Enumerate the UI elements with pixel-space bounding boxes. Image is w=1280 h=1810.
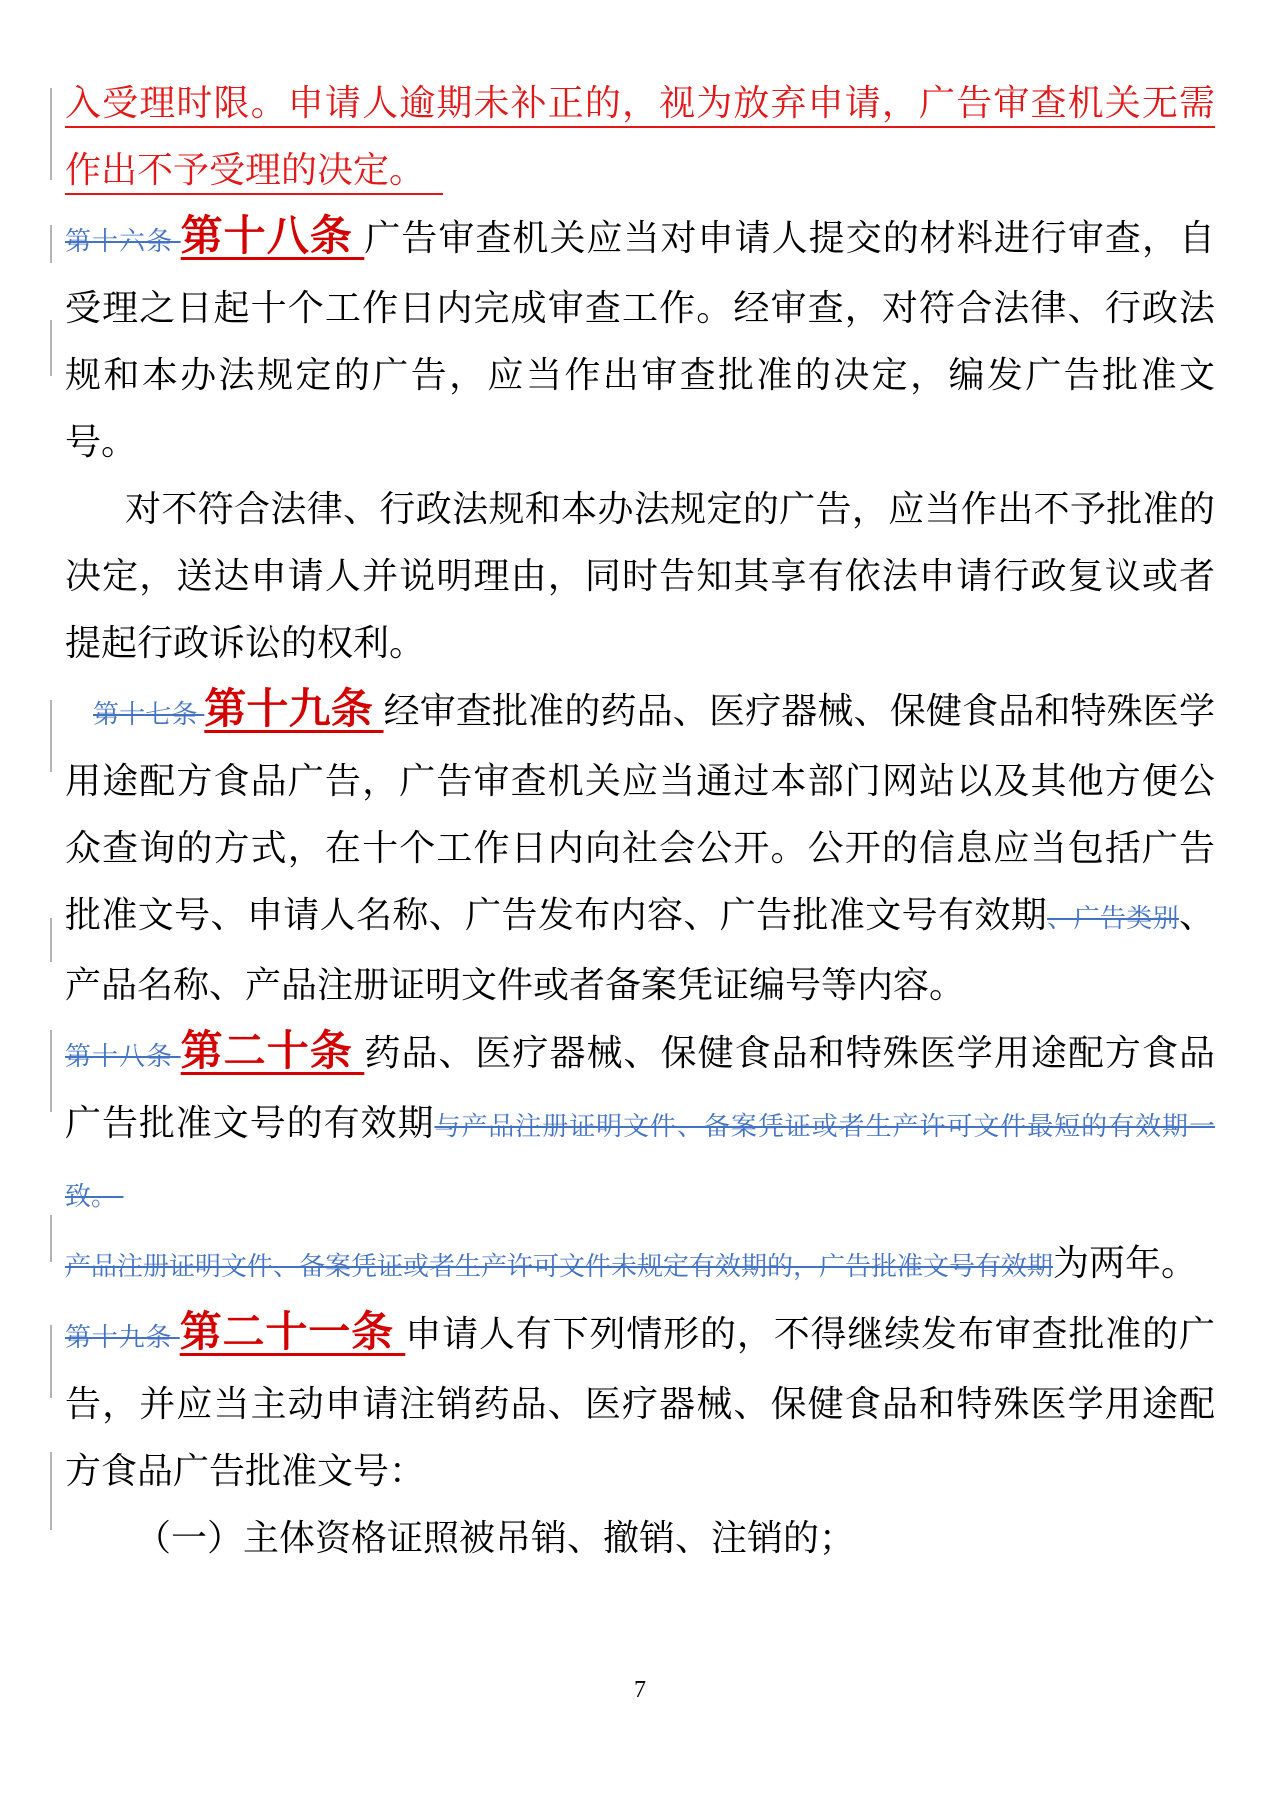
change-bar bbox=[50, 88, 52, 180]
paragraph-inserted-intro bbox=[65, 70, 1215, 204]
deleted-article-number: 第十九条 bbox=[65, 1323, 180, 1352]
inserted-text: 入受理时限。申请人逾期未补正的，视为放弃申请，广告审查机关无需作出不予受理的决定。 bbox=[65, 83, 1215, 190]
body-text: 广告审查机关应当对申请人提交的材料进行审查，自受理之日起十个工作日内完成审查工作。经审查，对符合法律、行政法规和本办法规定的广告，应当作出审查批准的决定，编发广告批准文号。 bbox=[65, 218, 1215, 462]
body-text: 经审查批准的药品、医疗器械、保健食品和特殊医学用途配方食品广告，广告审查机关应当通过本部门网站以及其他方便公众查询的方式，在十个工作日内向社会公开。公开的信息应当包括广告批准文号、申请人名称、广告发布内容、广告批准文号有效期 bbox=[65, 691, 1215, 935]
body-text: 为两年。 bbox=[1053, 1243, 1198, 1283]
paragraph-article-20 bbox=[65, 1019, 1215, 1230]
body-text: 药品、医疗器械、保健食品和特殊医学用途配方食品广告批准文号的有效期 bbox=[65, 1033, 1215, 1143]
inserted-article-number: 第十九条 bbox=[204, 687, 384, 733]
deleted-article-number: 第十七条 bbox=[93, 700, 205, 729]
paragraph-article-21 bbox=[65, 1300, 1215, 1505]
body-text: 申请人有下列情形的，不得继续发布审查批准的广告，并应当主动申请注销药品、医疗器械、保健食品和特殊医学用途配方食品广告批准文号： bbox=[65, 1314, 1215, 1491]
change-bar bbox=[50, 918, 52, 962]
change-bar bbox=[50, 1325, 52, 1398]
deleted-text: 、广告类别 bbox=[1047, 904, 1179, 933]
body-text: 对不符合法律、行政法规和本办法规定的广告，应当作出不予批准的决定，送达申请人并说明理由，同时告知其享有依法申请行政复议或者提起行政诉讼的权利。 bbox=[65, 489, 1215, 663]
deleted-text: 产品注册证明文件、备案凭证或者生产许可文件未规定有效期的，广告批准文号有效期 bbox=[65, 1252, 1054, 1281]
paragraph-rejection-decision bbox=[65, 476, 1215, 677]
change-bar bbox=[50, 1215, 52, 1262]
deleted-article-number: 第十八条 bbox=[65, 1042, 181, 1071]
change-bar bbox=[50, 320, 52, 376]
inserted-article-number: 第二十条 bbox=[180, 1029, 365, 1075]
deleted-text: 与产品注册证明文件、备案凭证或者生产许可文件最短的有效期一致。 bbox=[65, 1112, 1215, 1211]
paragraph-article-19 bbox=[65, 677, 1215, 1019]
body-text: 、产品名称、产品注册证明文件或者备案凭证编号等内容。 bbox=[65, 895, 1215, 1005]
paragraph-item-1 bbox=[65, 1505, 1215, 1572]
change-bar bbox=[50, 1452, 52, 1530]
change-bar bbox=[50, 1030, 52, 1112]
page-number: 7 bbox=[634, 1677, 646, 1703]
deleted-article-number: 第十六条 bbox=[65, 227, 181, 256]
document-body bbox=[65, 70, 1215, 1572]
paragraph-article-18 bbox=[65, 204, 1215, 476]
change-bar bbox=[50, 225, 52, 263]
paragraph-validity-period bbox=[65, 1230, 1215, 1300]
change-bar bbox=[50, 700, 52, 772]
body-text: （一）主体资格证照被吊销、撤销、注销的； bbox=[135, 1518, 856, 1558]
inserted-article-number: 第二十一条 bbox=[179, 1310, 406, 1356]
inserted-article-number: 第十八条 bbox=[180, 214, 365, 260]
